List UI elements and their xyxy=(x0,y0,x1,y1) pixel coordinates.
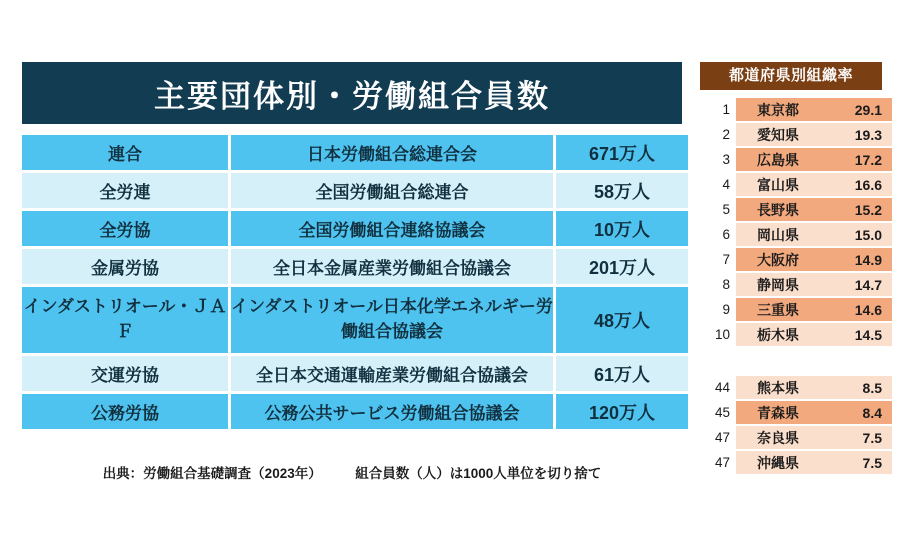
union-full-name: インダストリオール日本化学エネルギー労働組合協議会 xyxy=(228,287,556,353)
prefecture-rank: 44 xyxy=(714,380,730,395)
prefecture-rate-value: 29.1 xyxy=(820,98,892,121)
prefecture-rank: 4 xyxy=(722,177,730,192)
union-full-name: 全日本金属産業労働組合協議会 xyxy=(228,249,556,284)
prefecture-name: 富山県 xyxy=(736,173,820,196)
prefecture-rate-value: 15.2 xyxy=(820,198,892,221)
union-full-name: 全日本交通運輸産業労働組合協議会 xyxy=(228,356,556,391)
prefecture-top-ranking-table xyxy=(700,96,892,348)
prefecture-name: 静岡県 xyxy=(736,273,820,296)
prefecture-rate-value: 16.6 xyxy=(820,173,892,196)
union-full-name: 日本労働組合総連合会 xyxy=(228,135,556,170)
list-item xyxy=(700,248,892,271)
prefecture-name: 熊本県 xyxy=(736,376,820,399)
prefecture-panel-title: 都道府県別組織率 xyxy=(700,62,882,90)
prefecture-rate-value: 8.5 xyxy=(820,376,892,399)
prefecture-rank: 2 xyxy=(722,127,730,142)
prefecture-rank: 9 xyxy=(722,302,730,317)
list-item xyxy=(700,451,892,474)
union-member-count: 58万人 xyxy=(556,173,688,208)
list-item xyxy=(700,148,892,171)
prefecture-name: 沖縄県 xyxy=(736,451,820,474)
prefecture-rate-panel xyxy=(700,62,882,476)
prefecture-rate-value: 7.5 xyxy=(820,451,892,474)
prefecture-bottom-ranking-table xyxy=(700,374,892,476)
list-item xyxy=(700,123,892,146)
union-short-name: 全労連 xyxy=(22,173,228,208)
source-note-suffix: 組合員数（人）は1000人単位を切り捨て xyxy=(355,466,602,481)
prefecture-name: 長野県 xyxy=(736,198,820,221)
union-member-count: 61万人 xyxy=(556,356,688,391)
union-short-name: 全労協 xyxy=(22,211,228,246)
prefecture-name: 大阪府 xyxy=(736,248,820,271)
table-row xyxy=(22,211,688,246)
source-note-prefix: 出典：労働組合基礎調査（2023年） xyxy=(102,466,322,481)
union-member-count: 48万人 xyxy=(556,287,688,353)
prefecture-rank: 5 xyxy=(722,202,730,217)
prefecture-rate-value: 15.0 xyxy=(820,223,892,246)
table-row xyxy=(22,356,688,391)
prefecture-name: 岡山県 xyxy=(736,223,820,246)
source-note xyxy=(22,462,682,482)
table-row xyxy=(22,287,688,353)
prefecture-rank: 3 xyxy=(722,152,730,167)
list-item xyxy=(700,173,892,196)
union-member-count: 201万人 xyxy=(556,249,688,284)
list-item xyxy=(700,426,892,449)
prefecture-rate-value: 14.7 xyxy=(820,273,892,296)
prefecture-name: 奈良県 xyxy=(736,426,820,449)
list-item xyxy=(700,198,892,221)
main-union-panel xyxy=(22,62,682,432)
union-full-name: 全国労働組合連絡協議会 xyxy=(228,211,556,246)
list-item xyxy=(700,273,892,296)
union-short-name: 金属労協 xyxy=(22,249,228,284)
prefecture-rank: 47 xyxy=(714,430,730,445)
prefecture-rank: 47 xyxy=(714,455,730,470)
prefecture-rate-value: 19.3 xyxy=(820,123,892,146)
union-short-name: 連合 xyxy=(22,135,228,170)
table-row xyxy=(22,394,688,429)
prefecture-rate-value: 14.5 xyxy=(820,323,892,346)
union-short-name: インダストリオール・ＪＡＦ xyxy=(22,287,228,353)
list-item xyxy=(700,98,892,121)
list-item xyxy=(700,223,892,246)
list-item xyxy=(700,401,892,424)
prefecture-rank: 45 xyxy=(714,405,730,420)
prefecture-rate-value: 7.5 xyxy=(820,426,892,449)
union-member-count: 120万人 xyxy=(556,394,688,429)
union-membership-table xyxy=(22,132,688,432)
prefecture-name: 愛知県 xyxy=(736,123,820,146)
list-item xyxy=(700,376,892,399)
list-item xyxy=(700,298,892,321)
union-short-name: 交運労協 xyxy=(22,356,228,391)
union-short-name: 公務労協 xyxy=(22,394,228,429)
prefecture-rank: 7 xyxy=(722,252,730,267)
prefecture-rank: 10 xyxy=(714,327,730,342)
page-title: 主要団体別・労働組合員数 xyxy=(154,78,550,114)
prefecture-rate-value: 17.2 xyxy=(820,148,892,171)
union-full-name: 公務公共サービス労働組合協議会 xyxy=(228,394,556,429)
union-full-name: 全国労働組合総連合 xyxy=(228,173,556,208)
list-item xyxy=(700,323,892,346)
table-row xyxy=(22,135,688,170)
prefecture-rate-value: 14.9 xyxy=(820,248,892,271)
prefecture-rate-value: 8.4 xyxy=(820,401,892,424)
table-row xyxy=(22,173,688,208)
prefecture-name: 広島県 xyxy=(736,148,820,171)
prefecture-name: 青森県 xyxy=(736,401,820,424)
table-row xyxy=(22,249,688,284)
union-member-count: 10万人 xyxy=(556,211,688,246)
union-member-count: 671万人 xyxy=(556,135,688,170)
prefecture-name: 栃木県 xyxy=(736,323,820,346)
prefecture-name: 東京都 xyxy=(736,98,820,121)
prefecture-rank: 6 xyxy=(722,227,730,242)
page-title-bar xyxy=(22,62,682,124)
prefecture-rank: 1 xyxy=(722,102,730,117)
prefecture-rank: 8 xyxy=(722,277,730,292)
prefecture-rate-value: 14.6 xyxy=(820,298,892,321)
prefecture-name: 三重県 xyxy=(736,298,820,321)
